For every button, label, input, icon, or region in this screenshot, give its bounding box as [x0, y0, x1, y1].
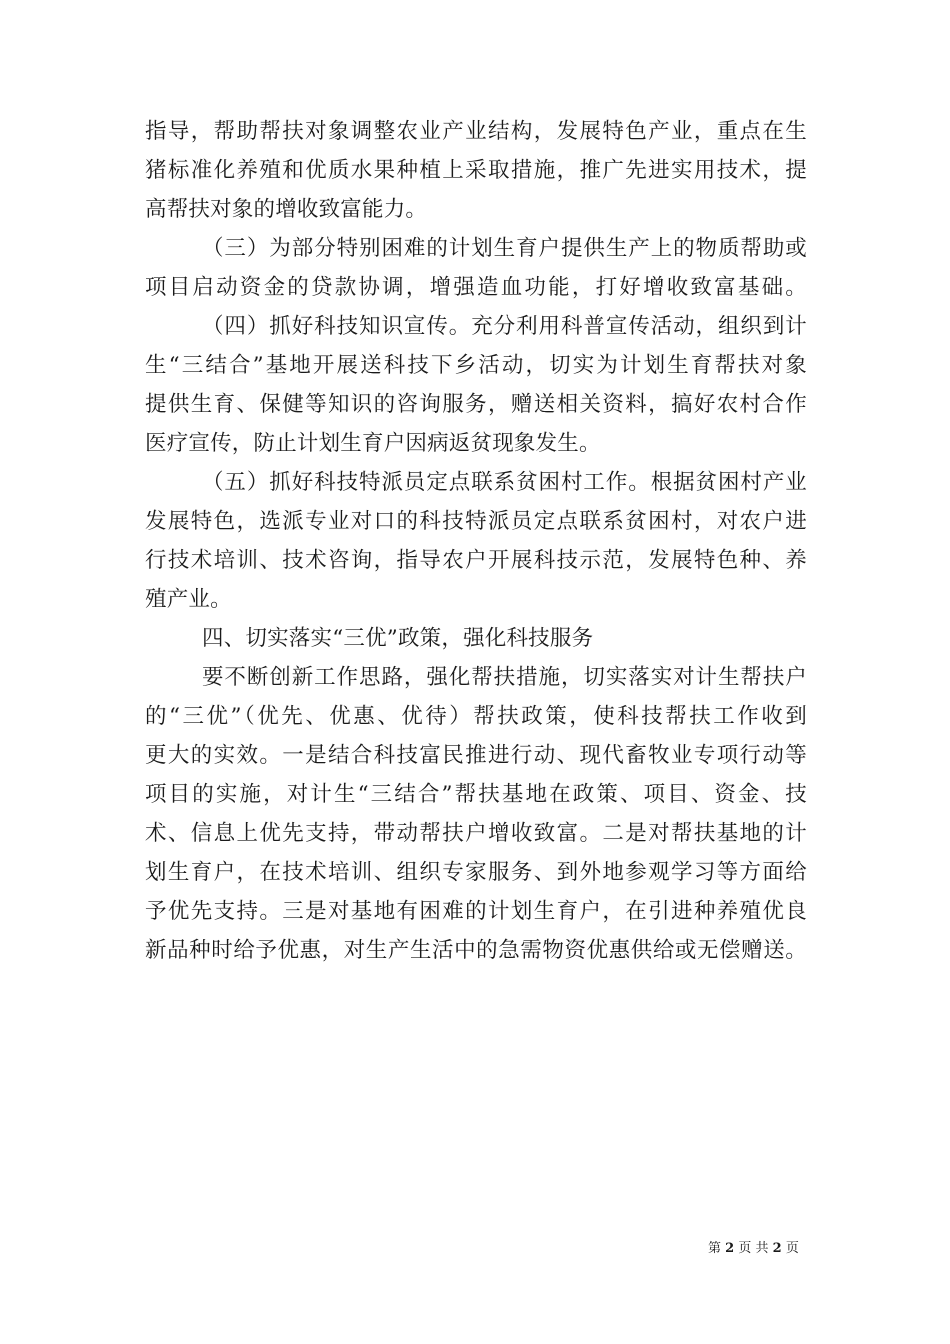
footer-middle: 页 共	[738, 1241, 769, 1256]
footer-prefix: 第	[708, 1241, 722, 1256]
text-line: 项目启动资金的贷款协调，增强造血功能，打好增收致富基础。	[145, 275, 807, 300]
text-line: 项目的实施，对计生“三结合”帮扶基地在政策、项目、资金、技	[145, 782, 807, 807]
text-line: 行技术培训、技术咨询，指导农户开展科技示范，发展特色种、养	[145, 548, 807, 573]
text-line: 高帮扶对象的增收致富能力。	[145, 197, 428, 222]
section-heading: 四、切实落实“三优”政策，强化科技服务	[202, 626, 594, 651]
total-page-number: 2	[772, 1241, 782, 1256]
text-line: 生“三结合”基地开展送科技下乡活动，切实为计划生育帮扶对象	[145, 353, 807, 378]
text-line: 予优先支持。三是对基地有困难的计划生育户，在引进种养殖优良	[145, 899, 807, 924]
text-line: 指导，帮助帮扶对象调整农业产业结构，发展特色产业，重点在生	[145, 119, 807, 144]
text-line: 猪标准化养殖和优质水果种植上采取措施，推广先进实用技术，提	[145, 158, 807, 183]
text-line: 更大的实效。一是结合科技富民推进行动、现代畜牧业专项行动等	[145, 743, 807, 768]
current-page-number: 2	[725, 1241, 735, 1256]
text-line: 医疗宣传，防止计划生育户因病返贫现象发生。	[145, 431, 601, 456]
text-line: 发展特色，选派专业对口的科技特派员定点联系贫困村，对农户进	[145, 509, 807, 534]
text-line: 术、信息上优先支持，带动帮扶户增收致富。二是对帮扶基地的计	[145, 821, 807, 846]
paragraph-3-start: （三）为部分特别困难的计划生育户提供生产上的物质帮助或	[202, 236, 807, 261]
text-line: 划生育户，在技术培训、组织专家服务、到外地参观学习等方面给	[145, 860, 807, 885]
paragraph-4-start: （四）抓好科技知识宣传。充分利用科普宣传活动，组织到计	[202, 314, 807, 339]
page-number-footer	[708, 1241, 799, 1257]
paragraph-section4-start: 要不断创新工作思路，强化帮扶措施，切实落实对计生帮扶户	[202, 665, 807, 690]
paragraph-5-start: （五）抓好科技特派员定点联系贫困村工作。根据贫困村产业	[202, 470, 807, 495]
text-line: 新品种时给予优惠，对生产生活中的急需物资优惠供给或无偿赠送。	[145, 938, 807, 963]
footer-suffix: 页	[785, 1241, 799, 1256]
text-line: 提供生育、保健等知识的咨询服务，赠送相关资料，搞好农村合作	[145, 392, 807, 417]
text-line: 殖产业。	[145, 587, 232, 612]
text-line: 的“三优”（优先、优惠、优待）帮扶政策，使科技帮扶工作收到	[145, 704, 807, 729]
